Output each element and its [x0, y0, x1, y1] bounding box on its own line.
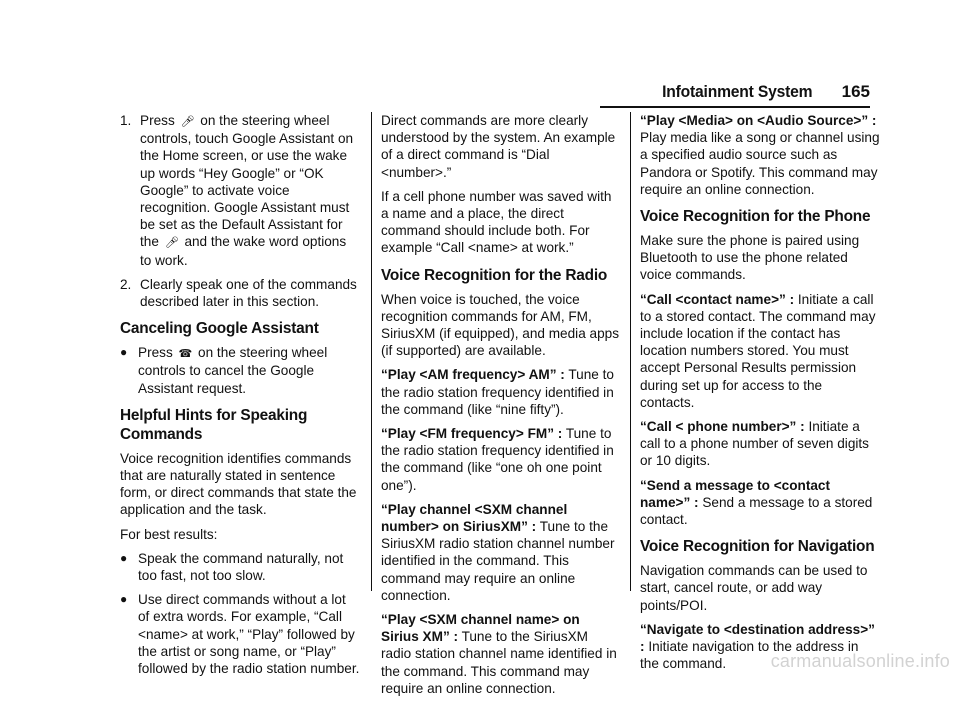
best-results-label: For best results: — [120, 526, 218, 542]
command-desc: Initiate a call to a phone number of seven digits or 10 digits. — [640, 419, 869, 469]
bullet-text: Use direct commands without a lot of extra words. For example, “Call <name> at work,” “Play” followed by the artist or song name, or “Play” followed by the radio station number. — [138, 592, 360, 677]
voice-icon: 🎤︎ — [164, 236, 179, 250]
hint-bullet-2 — [120, 591, 360, 677]
bullet-text-pre: Press — [138, 345, 173, 361]
column-divider — [630, 112, 631, 591]
command-text: “Send a message to <contact name>” : — [640, 477, 831, 510]
command-text: “Call < phone number>” : — [640, 419, 805, 435]
step-2 — [120, 276, 360, 310]
radio-intro: When voice is touched, the voice recognition commands for AM, FM, SiriusXM (if equipped), and media apps (if supported) are available. — [381, 291, 620, 359]
bullet-icon: ● — [120, 550, 128, 565]
heading-radio-voice: Voice Recognition for the Radio — [381, 266, 608, 284]
step-text-end: and the wake word options to work. — [140, 234, 347, 268]
command-send-message — [640, 477, 880, 529]
phone-intro: Make sure the phone is paired using Bluetooth to use the phone related voice commands. — [640, 233, 860, 283]
watermark-text: carmanualsonline.info — [770, 651, 950, 671]
command-desc: Tune to the SiriusXM radio station channel name identified in the command. This command may require an online connection. — [381, 629, 617, 696]
step-text-pre: Press — [140, 113, 175, 128]
command-call-contact — [640, 291, 880, 411]
command-desc: Play media like a song or channel using a specified audio source such as Pandora or Spotify. This command may require an online connection. — [640, 130, 880, 197]
heading-phone-voice: Voice Recognition for the Phone — [640, 208, 871, 226]
command-media — [640, 112, 880, 198]
command-text: “Call <contact name>” : — [640, 291, 795, 307]
step-number: 1. — [120, 113, 132, 128]
step-number: 2. — [120, 276, 132, 292]
command-text: “Navigate to <destination address>” : — [640, 621, 875, 655]
column-right — [640, 112, 880, 679]
header-rule — [600, 106, 870, 108]
page-number: 165 — [841, 82, 870, 101]
bullet-text: Speak the command naturally, not too fast, not too slow. — [138, 550, 344, 584]
end-call-icon: ☎ — [178, 347, 193, 361]
bullet-text: on the steering wheel controls to cancel the Google Assistant request. — [138, 345, 328, 396]
command-desc: Tune to the radio station frequency identified in the command (like “nine fifty”). — [381, 367, 614, 417]
command-call-number — [640, 418, 880, 470]
heading-canceling-google-assistant: Canceling Google Assistant — [120, 320, 319, 338]
command-am — [381, 366, 621, 418]
section-title: Infotainment System — [661, 82, 812, 101]
column-divider — [371, 112, 372, 591]
cell-number-paragraph: If a cell phone number was saved with a name and a place, the direct command should include both. For example “Call <name> at work.” — [381, 188, 612, 256]
hints-paragraph: Voice recognition identifies commands that are naturally stated in sentence form, or direct commands that state the application and the task. — [120, 450, 357, 518]
step-1 — [120, 112, 360, 269]
direct-commands-paragraph: Direct commands are more clearly understood by the system. An example of a direct command is “Dial <number>.” — [381, 113, 616, 180]
page-header — [0, 82, 870, 106]
heading-navigation-voice: Voice Recognition for Navigation — [640, 538, 875, 556]
command-desc: Initiate navigation to the address in the command. — [640, 639, 859, 672]
navigation-intro: Navigation commands can be used to start, cancel route, or add way points/POI. — [640, 563, 868, 613]
bullet-icon: ● — [120, 592, 128, 607]
bullet-icon: ● — [120, 345, 128, 360]
command-desc: Initiate a call to a stored contact. The command may include location if the contact has location numbers stored. You must accept Personal Results permission during set up for access to the contacts. — [640, 291, 876, 410]
heading-helpful-hints: Helpful Hints for Speaking Commands — [120, 406, 308, 443]
command-sxm-name — [381, 611, 621, 697]
hint-bullet-1 — [120, 550, 360, 584]
command-desc: Tune to the radio station frequency identified in the command (like “one oh one point one”). — [381, 426, 614, 493]
command-fm — [381, 425, 621, 494]
command-text: “Play channel <SXM channel number> on SiriusXM” : — [381, 501, 568, 535]
column-left — [120, 112, 360, 684]
command-text: “Play <Media> on <Audio Source>” : — [640, 113, 877, 128]
command-desc: Send a message to a stored contact. — [640, 494, 873, 528]
cancel-bullet — [120, 344, 360, 397]
command-desc: Tune to the SiriusXM radio station channel number identified in the command. This command may require an online connection. — [381, 519, 615, 603]
step-text: on the steering wheel controls, touch Google Assistant on the Home screen, or use the wake up words “Hey Google” or “OK Google” to activate voice recognition. Google Assistant must be set as the Default Assistant for the — [140, 113, 354, 250]
command-text: “Play <AM frequency> AM” : — [381, 367, 565, 383]
voice-icon: 🎤︎ — [180, 115, 195, 128]
step-text: Clearly speak one of the commands described later in this section. — [140, 276, 357, 310]
command-text: “Play <FM frequency> FM” : — [381, 426, 563, 442]
command-text: “Play <SXM channel name> on Sirius XM” : — [381, 612, 580, 645]
column-middle — [381, 112, 621, 704]
command-sxm-number — [381, 501, 621, 604]
